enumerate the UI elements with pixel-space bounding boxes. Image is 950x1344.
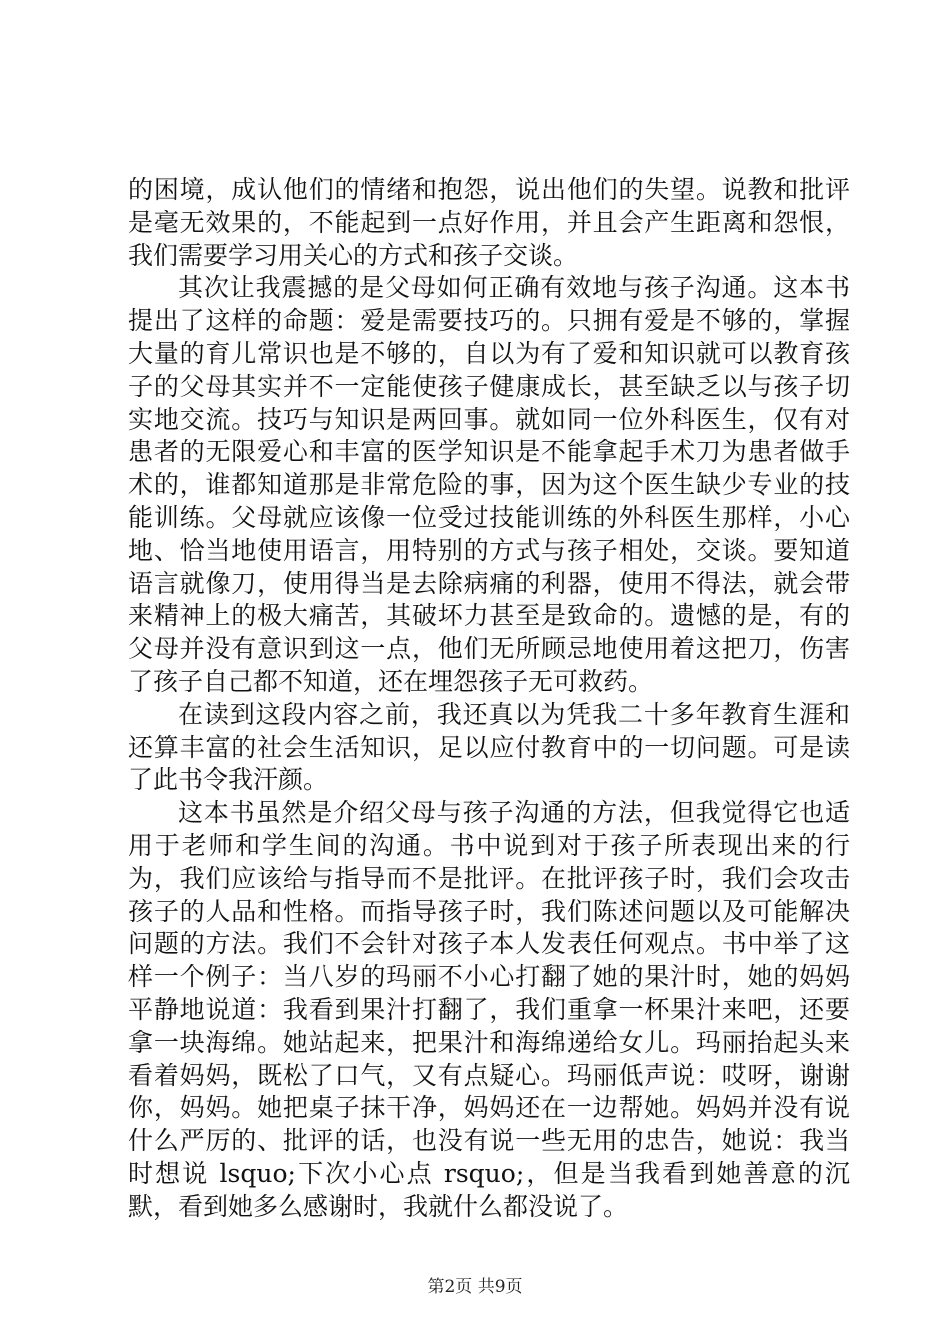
page-number-footer: 第2页 共9页 (427, 1277, 523, 1297)
paragraph: 其次让我震撼的是父母如何正确有效地与孩子沟通。这本书提出了这样的命题：爱是需要技巧的。只拥有爱是不够的，掌握大量的育儿常识也是不够的，自以为有了爱和知识就可以教育孩子的父母其实并不一定能使孩子健康成长，甚至缺乏以与孩子切实地交流。技巧与知识是两回事。就如同一位外科医生，仅有对患者的无限爱心和丰富的医学知识是不能拿起手术刀为患者做手术的，谁都知道那是非常危险的事，因为这个医生缺少专业的技能训练。父母就应该像一位受过技能训练的外科医生那样，小心地、恰当地使用语言，用特别的方式与孩子相处，交谈。要知道语言就像刀，使用得当是去除病痛的利器，使用不得法，就会带来精神上的极大痛苦，其破坏力甚至是致命的。遗憾的是，有的父母并没有意识到这一点，他们无所顾忌地使用着这把刀，伤害了孩子自己都不知道，还在埋怨孩子无可救药。 (128, 273, 850, 696)
paragraph: 在读到这段内容之前，我还真以为凭我二十多年教育生涯和还算丰富的社会生活知识，足以应付教育中的一切问题。可是读了此书令我汗颜。 (128, 699, 850, 795)
paragraph: 这本书虽然是介绍父母与孩子沟通的方法，但我觉得它也适用于老师和学生间的沟通。书中说到对于孩子所表现出来的行为，我们应该给与指导而不是批评。在批评孩子时，我们会攻击孩子的人品和性格。而指导孩子时，我们陈述问题以及可能解决问题的方法。我们不会针对孩子本人发表任何观点。书中举了这样一个例子：当八岁的玛丽不小心打翻了她的果汁时，她的妈妈平静地说道：我看到果汁打翻了，我们重拿一杯果汁来吧，还要拿一块海绵。她站起来，把果汁和海绵递给女儿。玛丽抬起头来看着妈妈，既松了口气，又有点疑心。玛丽低声说：哎呀，谢谢你，妈妈。她把桌子抹干净，妈妈还在一边帮她。妈妈并没有说什么严厉的、批评的话，也没有说一些无用的忠告，她说：我当时想说 lsquo;下次小心点 rsquo;，但是当我看到她善意的沉默，看到她多么感谢时，我就什么都没说了。 (128, 798, 850, 1221)
paragraph-continued: 的困境，成认他们的情绪和抱怨，说出他们的失望。说教和批评是毫无效果的，不能起到一点好作用，并且会产生距离和怨恨，我们需要学习用关心的方式和孩子交谈。 (128, 175, 850, 270)
body-text (128, 174, 850, 1224)
